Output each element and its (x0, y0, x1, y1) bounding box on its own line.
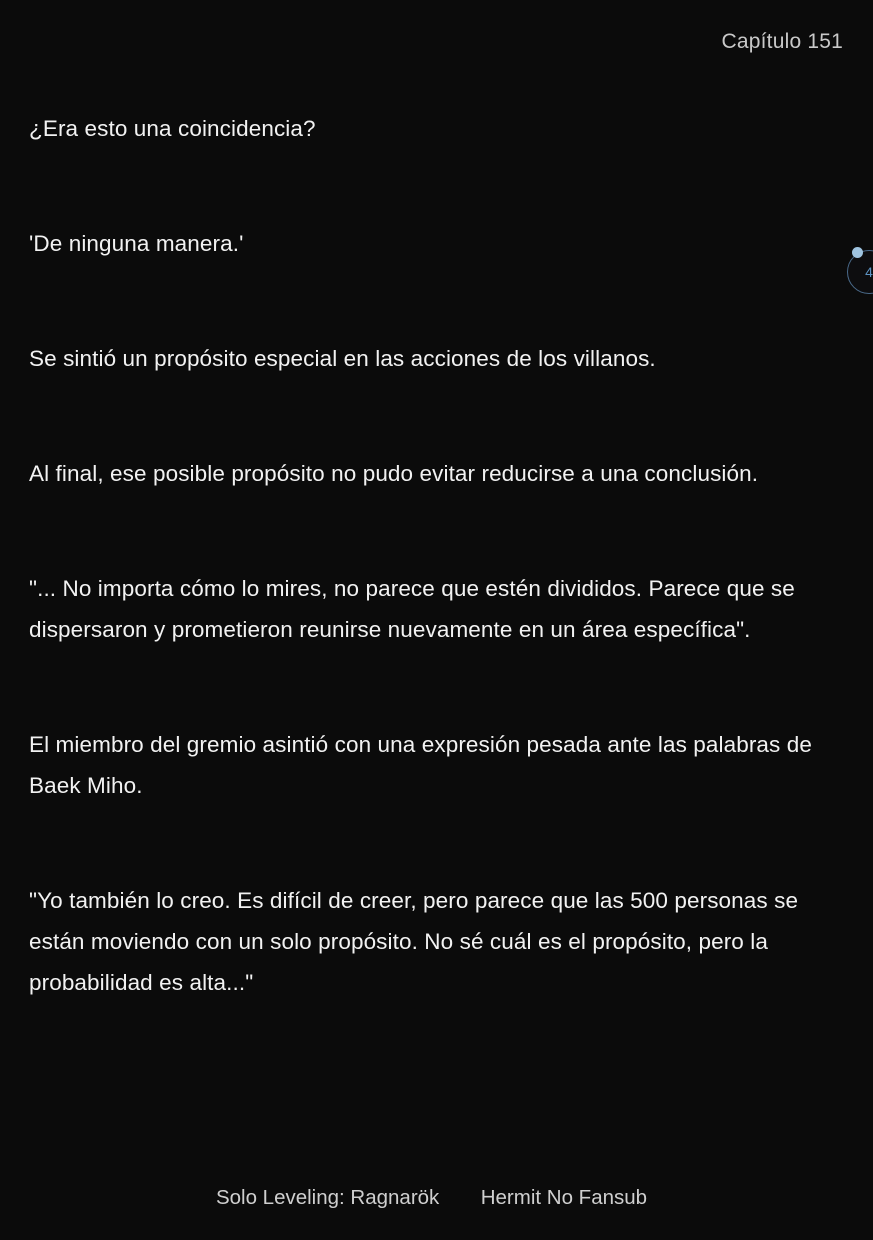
chapter-body (29, 108, 845, 1077)
paragraph: El miembro del gremio asintió con una expresión pesada ante las palabras de Baek Miho. (29, 732, 812, 798)
paragraph: 'De ninguna manera.' (29, 231, 244, 256)
series-title: Solo Leveling: Ragnarök (215, 1186, 440, 1209)
paragraph: Se sintió un propósito especial en las acciones de los villanos. (29, 346, 656, 371)
fansub-group: Hermit No Fansub (480, 1186, 648, 1209)
chapter-label: Capítulo 151 (721, 30, 843, 53)
page-footer (0, 1186, 873, 1210)
paragraph: "... No importa cómo lo mires, no parece que estén divididos. Parece que se dispersaron y prometieron reunirse nuevamente en un área específica". (29, 576, 795, 642)
paragraph: Al final, ese posible propósito no pudo evitar reducirse a una conclusión. (29, 461, 759, 486)
badge-count: 4 (865, 264, 873, 280)
notification-badge[interactable] (847, 250, 873, 294)
paragraph: ¿Era esto una coincidencia? (29, 116, 316, 141)
badge-dot-icon (852, 247, 863, 258)
paragraph: "Yo también lo creo. Es difícil de creer, pero parece que las 500 personas se están moviendo con un solo propósito. No sé cuál es el propósito, pero la probabilidad es alta..." (29, 888, 799, 995)
